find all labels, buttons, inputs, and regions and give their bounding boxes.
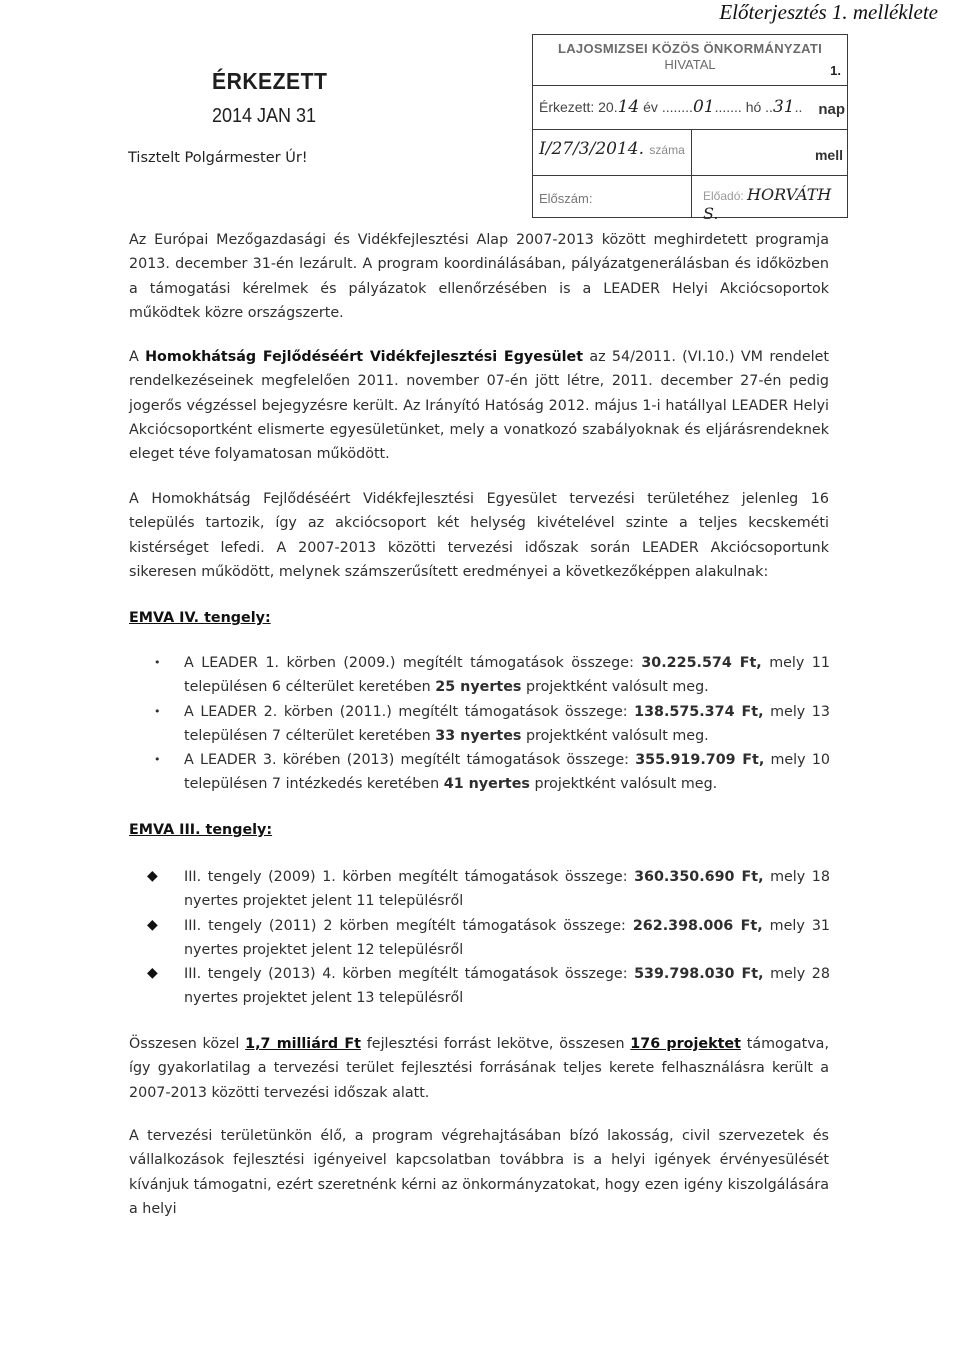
received-stamp-title: ÉRKEZETT <box>212 68 328 94</box>
file-number-label: száma <box>649 143 685 157</box>
office-registration-stamp <box>532 34 848 223</box>
arrived-year: 14 <box>617 97 640 117</box>
received-stamp-date: 2014 JAN 31 <box>212 105 317 127</box>
bullet-icon: • <box>154 753 161 767</box>
text-span: projektként valósult meg. <box>521 727 709 744</box>
attachment-label: mell <box>814 147 843 163</box>
file-number: I/27/3/2014. <box>539 139 645 159</box>
amount: 262.398.006 Ft, <box>632 917 763 934</box>
stamp-number: 1. <box>830 63 841 78</box>
text-span: III. tengely (2013) 4. körben megítélt támogatások összege: <box>184 966 635 983</box>
list-item <box>154 700 831 749</box>
text-span: III. tengely (2009) 1. körben megítélt támogatások összege: <box>184 869 635 885</box>
diamond-bullet-icon: ◆ <box>147 916 158 933</box>
text-span: az 54/2011. (VI.10.) VM rendelet rendelkezéseinek megfelelően 2011. november 07-én jött létre, 2011. december 27-én pedig jogerős végzéssel bejegyzésre került. Az Irányító Hatóság 2012. május 1-i hatállyal LEADER Helyi Akciócsoportként elismerte egyesületünket, mely a vonatkozó szabályoknak és eljárásrendeknek eleget téve folyamatosan működött. <box>129 349 829 463</box>
diamond-bullet-icon: ◆ <box>147 868 158 884</box>
text-span: A LEADER 3. körében (2013) megítélt támogatások összege: <box>184 752 636 769</box>
text-span: projektként valósult meg. <box>529 776 718 793</box>
stamp-divider <box>533 129 847 130</box>
received-stamp <box>212 68 337 128</box>
arrived-day: 31 <box>772 97 795 117</box>
stamp-divider <box>533 85 847 86</box>
handler-name: HORVÁTH S. <box>703 185 832 223</box>
stamp-handler-row <box>703 185 847 223</box>
day-label: nap <box>818 101 845 118</box>
text-span: fejlesztési forrást lekötve, összesen <box>360 1036 631 1052</box>
association-name: Homokhátság Fejlődéséért Vidékfejlesztési Egyesület <box>145 349 584 365</box>
paragraph-intro: Az Európai Mezőgazdasági és Vidékfejlesztési Alap 2007-2013 között meghirdetett programja 2013. december 31-én lezárult. A program koordinálásában, pályázatgenerálásban és időközben a támogatási kérelmek és pályázatok ellenőrzésében is a LEADER Helyi Akciócsoportok működtek közre országszerte. <box>129 232 829 321</box>
text-span: mely 28 nyertes projektet jelent 13 településről <box>184 966 830 1007</box>
list-item <box>154 651 830 700</box>
total-projects: 176 projektet <box>630 1036 741 1052</box>
handler-label: Előadó: <box>703 189 744 203</box>
preliminary-label: Előszám: <box>539 191 593 206</box>
text-span: A LEADER 2. körben (2011.) megítélt támogatások összege: <box>184 703 635 720</box>
amount: 360.350.690 Ft, <box>634 869 764 885</box>
paragraph-association <box>129 345 829 466</box>
emva-iii-list <box>147 865 831 1011</box>
text-span: Összesen közel <box>129 1036 246 1052</box>
text-span: mely 11 településen 6 célterület keretében <box>184 655 830 696</box>
winners: 41 nyertes <box>443 776 530 793</box>
text-span: mely 13 településen 7 célterület keretében <box>184 703 831 744</box>
text-span: III. tengely (2011) 2 körben megítélt támogatások összege: <box>184 917 633 934</box>
list-item <box>147 865 830 914</box>
year-label: év <box>643 99 658 115</box>
amount: 539.798.030 Ft, <box>634 966 764 983</box>
amount: 30.225.574 Ft, <box>641 655 762 671</box>
section-title-emva-iii: EMVA III. tengely: <box>129 822 273 838</box>
list-item <box>154 748 831 797</box>
arrived-label: Érkezett: 20. <box>539 99 618 115</box>
section-title-emva-iv: EMVA IV. tengely: <box>129 610 271 626</box>
stamp-arrival-row: Érkezett: 20.14 év ........01....... hó ..31.. <box>539 97 803 117</box>
stamp-divider <box>691 129 692 217</box>
emva-iv-list <box>154 651 831 797</box>
text-span: mely 18 nyertes projektet jelent 11 településről <box>184 869 830 910</box>
paragraph-territory: A Homokhátság Fejlődéséért Vidékfejlesztési Egyesület tervezési területéhez jelenleg 16 település tartozik, így az akciócsoport két helység kivételével szinte a teljes kecskeméti kistérséget lefedi. A 2007-2013 közötti tervezési időszak során LEADER Akciócsoportunk sikeresen működött, melynek számszerűsített eredményei a következőképpen alakulnak: <box>129 491 829 580</box>
text-span: A LEADER 1. körben (2009.) megítélt támogatások összege: <box>184 655 642 671</box>
month-label: hó <box>745 99 762 115</box>
page-header-label: Előterjesztés 1. melléklete <box>719 0 938 24</box>
text-span: támogatva, így gyakorlatilag a tervezési terület fejlesztési forrásának teljes kerete felhasználásra került a 2007-2013 közötti tervezési időszak alatt. <box>129 1036 829 1101</box>
arrived-month: 01 <box>692 97 715 117</box>
amount: 355.919.709 Ft, <box>635 752 765 769</box>
stamp-org-line1: LAJOSMIZSEI KÖZÖS ÖNKORMÁNYZATI <box>557 41 822 56</box>
paragraph-summary <box>129 1032 829 1105</box>
bullet-icon: • <box>154 704 161 718</box>
stamp-org-line2: HIVATAL <box>664 57 716 72</box>
amount: 138.575.374 Ft, <box>634 703 764 720</box>
text-span: projektként valósult meg. <box>521 679 709 696</box>
salutation: Tisztelt Polgármester Úr! <box>128 150 308 166</box>
winners: 25 nyertes <box>435 679 522 696</box>
stamp-divider <box>533 175 847 176</box>
list-item <box>147 962 830 1011</box>
text-span: mely 31 nyertes projektet jelent 12 településről <box>184 917 831 958</box>
bullet-icon: • <box>154 656 161 669</box>
total-amount: 1,7 milliárd Ft <box>245 1036 361 1052</box>
stamp-file-number-row <box>539 139 685 159</box>
winners: 33 nyertes <box>435 727 522 744</box>
list-item <box>147 914 831 963</box>
text-span: mely 10 településen 7 intézkedés keretében <box>184 752 831 793</box>
paragraph-closing: A tervezési területünkön élő, a program végrehajtásában bízó lakosság, civil szervezetek és vállalkozások fejlesztési igényeivel kapcsolatban továbbra is a helyi igények érvényesülését kívánjuk támogatni, ezért szeretnénk kérni az önkormányzatokat, hogy ezen igény kiszolgálására a helyi <box>129 1128 829 1217</box>
diamond-bullet-icon: ◆ <box>147 965 158 982</box>
text-span: A <box>129 349 146 365</box>
